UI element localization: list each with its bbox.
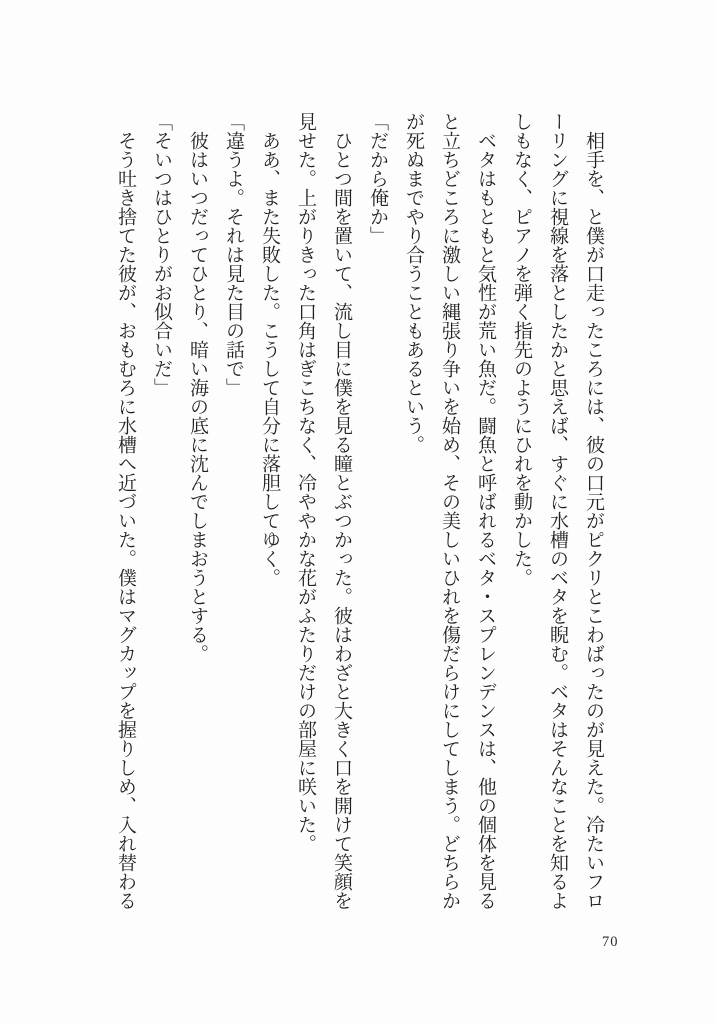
- text-line: ーリングに視線を落としたかと思えば、すぐに水槽のベタを睨む。ベタはそんなことを知るよ: [547, 112, 568, 910]
- text-line: 「だから俺か」: [367, 112, 388, 245]
- page-number: 70: [602, 934, 619, 950]
- text-line: 見せた。上がりきった口角はぎこちなく、冷ややかな花がふたりだけの部屋に咲いた。: [295, 112, 316, 853]
- text-line: ああ、また失敗した。こうして自分に落胆してゆく。: [259, 131, 280, 587]
- text-line: しもなく、ピアノを弾く指先のようにひれを動かした。: [511, 112, 532, 587]
- text-line: ベタはもともと気性が荒い魚だ。闘魚と呼ばれるベタ・スプレンデンスは、他の個体を見る: [475, 131, 496, 910]
- text-line: が死ぬまでやり合うこともあるという。: [403, 112, 424, 454]
- text-line: 相手を、と僕が口走ったころには、彼の口元がピクリとこわばったのが見えた。冷たいフロ: [583, 131, 604, 910]
- text-line: 「違うよ。それは見た目の話で」: [223, 112, 244, 397]
- text-line: 彼はいつだってひとり、暗い海の底に沈んでしまおうとする。: [187, 131, 208, 663]
- text-line: 「そいつはひとりがお似合いだ」: [151, 112, 172, 397]
- text-line: ひとつ間を置いて、流し目に僕を見る瞳とぶつかった。彼はわざと大きく口を開けて笑顔を: [331, 131, 352, 910]
- body-text: [107, 112, 611, 912]
- text-line: そう吐き捨てた彼が、おもむろに水槽へ近づいた。僕はマグカップを握りしめ、入れ替わる: [115, 131, 136, 910]
- text-line: と立ちどころに激しい縄張り争いを始め、その美しいひれを傷だらけにしてしまう。どちらか: [439, 112, 460, 910]
